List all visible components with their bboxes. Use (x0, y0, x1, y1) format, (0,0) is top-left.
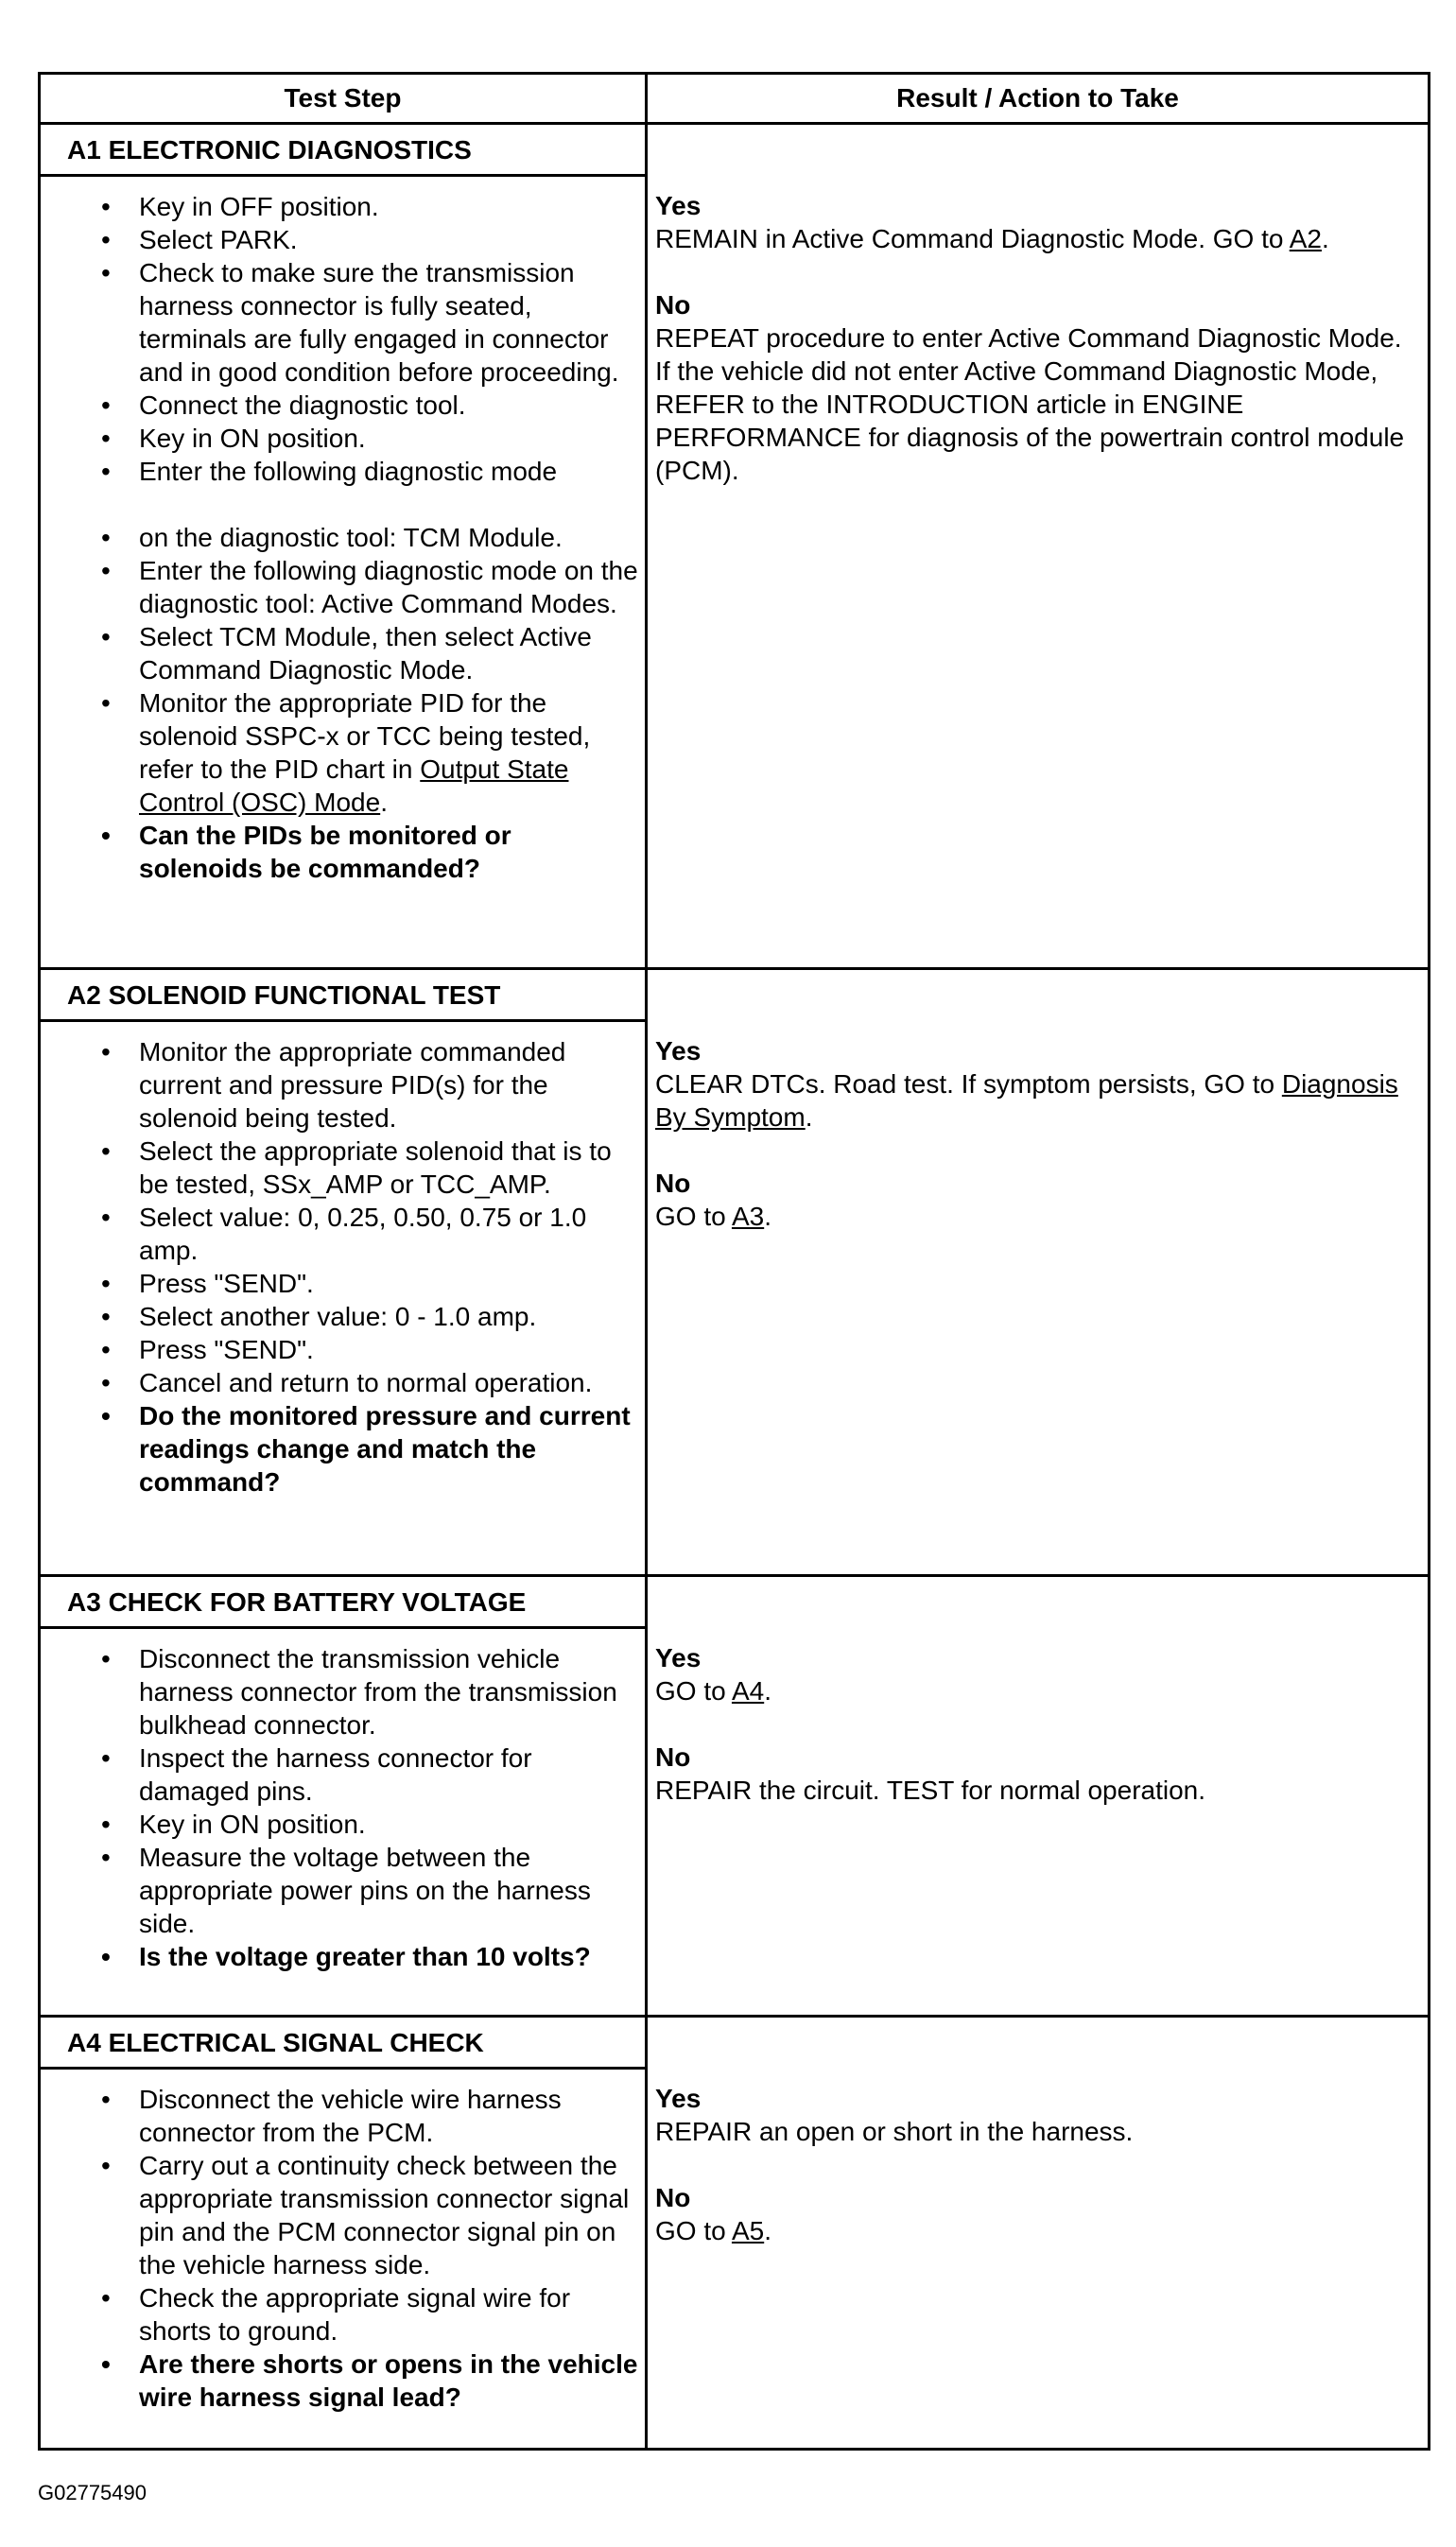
a4-link[interactable]: A4 (731, 1676, 765, 1706)
list-item: • Key in OFF position. (41, 190, 639, 223)
result-cell (647, 1576, 1430, 2017)
no-text: GO to (655, 1202, 726, 1231)
list-item: • Disconnect the transmission vehicle harness connector from the transmission bulkhead connector. (41, 1642, 639, 1741)
list-item: • Enter the following diagnostic mode on the diagnostic tool: Active Command Modes. (41, 554, 639, 620)
list-item: • Monitor the appropriate commanded current and pressure PID(s) for the solenoid being tested. (41, 1035, 639, 1135)
result-cell (647, 2017, 1430, 2450)
no-label: No (655, 2183, 691, 2212)
yes-text: CLEAR DTCs. Road test. If symptom persists, GO to (655, 1069, 1275, 1099)
yes-text: GO to (655, 1676, 726, 1706)
no-text: GO to (655, 2216, 726, 2245)
step-bullets (41, 2070, 645, 2423)
figure-id: G02775490 (38, 2481, 147, 2504)
result-block (648, 1577, 1428, 1807)
list-item: • Press "SEND". (41, 1267, 639, 1300)
a2-link[interactable]: A2 (1289, 224, 1322, 253)
step-title: A4 ELECTRICAL SIGNAL CHECK (41, 2018, 645, 2070)
diagnostic-table (38, 72, 1430, 2451)
result-cell (647, 969, 1430, 1576)
step-title: A2 SOLENOID FUNCTIONAL TEST (41, 970, 645, 1022)
step-row-a1 (40, 124, 1430, 969)
result-cell (647, 124, 1430, 969)
question-item: • Do the monitored pressure and current readings change and match the command? (41, 1399, 639, 1499)
no-label: No (655, 1169, 691, 1198)
step-cell (40, 124, 647, 969)
yes-label: Yes (655, 1643, 702, 1672)
list-item: • Select another value: 0 - 1.0 amp. (41, 1300, 639, 1333)
yes-action: REPAIR an open or short in the harness. (655, 2117, 1134, 2146)
list-item: • Select the appropriate solenoid that is to be tested, SSx_AMP or TCC_AMP. (41, 1135, 639, 1201)
no-action: REPEAT procedure to enter Active Command Diagnostic Mode. If the vehicle did not enter Active Command Diagnostic Mode, REFER to the INTRODUCTION article in ENGINE PERFORMANCE for diagnosis of the powertrain control module (PCM). (655, 323, 1405, 485)
list-item-text: Monitor the appropriate PID for the solenoid SSPC-x or TCC being tested, refer to the PID chart in (139, 688, 591, 784)
a5-link[interactable]: A5 (731, 2216, 765, 2245)
list-item: • Key in ON position. (41, 422, 639, 455)
list-item: • Cancel and return to normal operation. (41, 1366, 639, 1399)
step-title: A3 CHECK FOR BATTERY VOLTAGE (41, 1577, 645, 1629)
step-bullets (41, 177, 645, 894)
yes-action: GO to A4. (655, 1676, 771, 1706)
table-header-row (40, 74, 1430, 124)
step-cell (40, 2017, 647, 2450)
list-item: • Key in ON position. (41, 1808, 639, 1841)
yes-label: Yes (655, 1036, 702, 1066)
header-test-step: Test Step (40, 74, 647, 124)
yes-text: REMAIN in Active Command Diagnostic Mode. GO to (655, 224, 1284, 253)
question-item: • Are there shorts or opens in the vehicle wire harness signal lead? (41, 2348, 639, 2414)
yes-action: CLEAR DTCs. Road test. If symptom persists, GO to Diagnosis By Symptom. (655, 1069, 1398, 1132)
result-block (648, 970, 1428, 1233)
list-item: • Select PARK. (41, 223, 639, 256)
list-item: • Select value: 0, 0.25, 0.50, 0.75 or 1.0 amp. (41, 1201, 639, 1267)
no-label: No (655, 290, 691, 320)
list-item: • Check the appropriate signal wire for shorts to ground. (41, 2281, 639, 2348)
no-action: GO to A5. (655, 2216, 771, 2245)
question-item: • Can the PIDs be monitored or solenoids be commanded? (41, 819, 639, 885)
list-item: • Select TCM Module, then select Active Command Diagnostic Mode. (41, 620, 639, 686)
list-item: • Check to make sure the transmission harness connector is fully seated, terminals are fully engaged in connector and in good condition before proceeding. (41, 256, 639, 389)
list-item: • Enter the following diagnostic mode (41, 455, 639, 488)
list-item: • Measure the voltage between the appropriate power pins on the harness side. (41, 1841, 639, 1940)
result-block (648, 125, 1428, 487)
diagnosis-by-symptom-link[interactable]: Diagnosis By Symptom (655, 1069, 1398, 1132)
list-item: • Carry out a continuity check between the appropriate transmission connector signal pin and the PCM connector signal pin on the vehicle harness side. (41, 2149, 639, 2281)
no-label: No (655, 1742, 691, 1772)
result-block (648, 2018, 1428, 2247)
list-item-continuation (41, 521, 639, 554)
list-item: • Press "SEND". (41, 1333, 639, 1366)
step-row-a3 (40, 1576, 1430, 2017)
list-item: • Disconnect the vehicle wire harness connector from the PCM. (41, 2083, 639, 2149)
no-action: REPAIR the circuit. TEST for normal operation. (655, 1776, 1206, 1805)
list-item: • Connect the diagnostic tool. (41, 389, 639, 422)
a3-link[interactable]: A3 (731, 1202, 765, 1231)
step-title: A1 ELECTRONIC DIAGNOSTICS (41, 125, 645, 177)
step-cell (40, 1576, 647, 2017)
yes-label: Yes (655, 191, 702, 220)
step-bullets (41, 1629, 645, 1983)
step-bullets (41, 1022, 645, 1508)
osc-mode-link[interactable]: Output State Control (OSC) Mode (139, 754, 569, 817)
yes-action: REMAIN in Active Command Diagnostic Mode. GO to A2. (655, 224, 1329, 253)
list-item: • Monitor the appropriate PID for the solenoid SSPC-x or TCC being tested, refer to the PID chart in Output State Control (OSC) Mode. (41, 686, 639, 819)
no-action: GO to A3. (655, 1202, 771, 1231)
header-result-action: Result / Action to Take (647, 74, 1430, 124)
step-row-a2 (40, 969, 1430, 1576)
question-item: • Is the voltage greater than 10 volts? (41, 1940, 639, 1973)
step-cell (40, 969, 647, 1576)
step-row-a4 (40, 2017, 1430, 2450)
yes-label: Yes (655, 2084, 702, 2113)
list-item: • Inspect the harness connector for damaged pins. (41, 1741, 639, 1808)
continuation-text: on the diagnostic tool: TCM Module. (139, 523, 563, 552)
